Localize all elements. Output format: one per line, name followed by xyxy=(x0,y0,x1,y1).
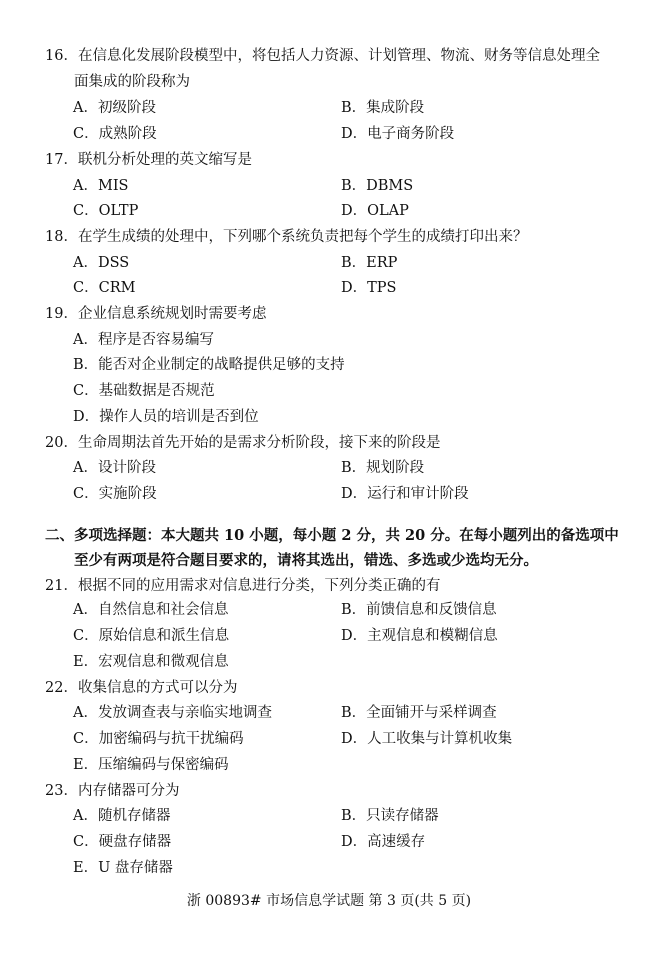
question-18-option-a: A．DSS xyxy=(73,255,130,271)
question-17-option-b: B．DBMS xyxy=(341,178,414,194)
question-22-option-d: D．人工收集与计算机收集 xyxy=(341,731,513,747)
question-23-option-b: B．只读存储器 xyxy=(341,808,439,824)
question-22-option-e: E．压缩编码与保密编码 xyxy=(73,757,229,773)
question-22-option-a: A．发放调查表与亲临实地调查 xyxy=(73,705,272,721)
question-16-option-c: C．成熟阶段 xyxy=(73,126,157,142)
question-21-option-c: C．原始信息和派生信息 xyxy=(73,628,230,644)
question-16-option-d: D．电子商务阶段 xyxy=(341,126,455,142)
question-23-option-d: D．高速缓存 xyxy=(341,834,426,850)
question-21-option-d: D．主观信息和模糊信息 xyxy=(341,628,498,644)
question-19-option-b: B．能否对企业制定的战略提供足够的支持 xyxy=(73,357,345,373)
question-21-stem: 21．根据不同的应用需求对信息进行分类，下列分类正确的有 xyxy=(45,578,441,594)
question-18-option-d: D．TPS xyxy=(341,280,397,296)
question-18-option-c: C．CRM xyxy=(73,280,136,296)
question-22-stem: 22．收集信息的方式可以分为 xyxy=(45,680,238,696)
question-20-option-a: A．设计阶段 xyxy=(73,460,156,476)
question-16-stem: 16．在信息化发展阶段模型中，将包括人力资源、计划管理、物流、财务等信息处理全 xyxy=(45,48,600,64)
question-22-option-b: B．全面铺开与采样调查 xyxy=(341,705,497,721)
question-21-option-b: B．前馈信息和反馈信息 xyxy=(341,602,497,618)
question-17-stem: 17．联机分析处理的英文缩写是 xyxy=(45,152,252,168)
question-19-option-d: D．操作人员的培训是否到位 xyxy=(73,409,259,425)
question-20-option-b: B．规划阶段 xyxy=(341,460,425,476)
question-20-option-c: C．实施阶段 xyxy=(73,486,157,502)
question-21-option-e: E．宏观信息和微观信息 xyxy=(73,654,229,670)
question-22-option-c: C．加密编码与抗干扰编码 xyxy=(73,731,244,747)
question-18-option-b: B．ERP xyxy=(341,255,398,271)
question-23-option-c: C．硬盘存储器 xyxy=(73,834,172,850)
question-21-option-a: A．自然信息和社会信息 xyxy=(73,602,229,618)
question-17-option-c: C．OLTP xyxy=(73,203,139,219)
question-16-option-b: B．集成阶段 xyxy=(341,100,425,116)
question-18-stem: 18．在学生成绩的处理中，下列哪个系统负责把每个学生的成绩打印出来？ xyxy=(45,229,528,245)
section-2-heading-continued: 至少有两项是符合题目要求的，请将其选出，错选、多选或少选均无分。 xyxy=(74,552,538,569)
question-17-option-d: D．OLAP xyxy=(341,203,409,219)
question-20-stem: 20．生命周期法首先开始的是需求分析阶段，接下来的阶段是 xyxy=(45,435,441,451)
page-footer: 浙 00893# 市场信息学试题 第 3 页(共 5 页) xyxy=(186,893,472,909)
question-16-stem-continued: 面集成的阶段称为 xyxy=(74,74,190,90)
question-19-stem: 19．企业信息系统规划时需要考虑 xyxy=(45,306,267,322)
question-23-stem: 23．内存储器可分为 xyxy=(45,783,180,799)
question-19-option-c: C．基础数据是否规范 xyxy=(73,383,215,399)
question-19-option-a: A．程序是否容易编写 xyxy=(73,332,214,348)
question-20-option-d: D．运行和审计阶段 xyxy=(341,486,469,502)
question-23-option-a: A．随机存储器 xyxy=(73,808,171,824)
question-17-option-a: A．MIS xyxy=(73,178,129,194)
question-23-option-e: E．U 盘存储器 xyxy=(73,860,173,876)
section-2-heading: 二、多项选择题：本大题共 10 小题，每小题 2 分，共 20 分。在每小题列出的备选项中 xyxy=(45,527,619,544)
question-16-option-a: A．初级阶段 xyxy=(73,100,156,116)
